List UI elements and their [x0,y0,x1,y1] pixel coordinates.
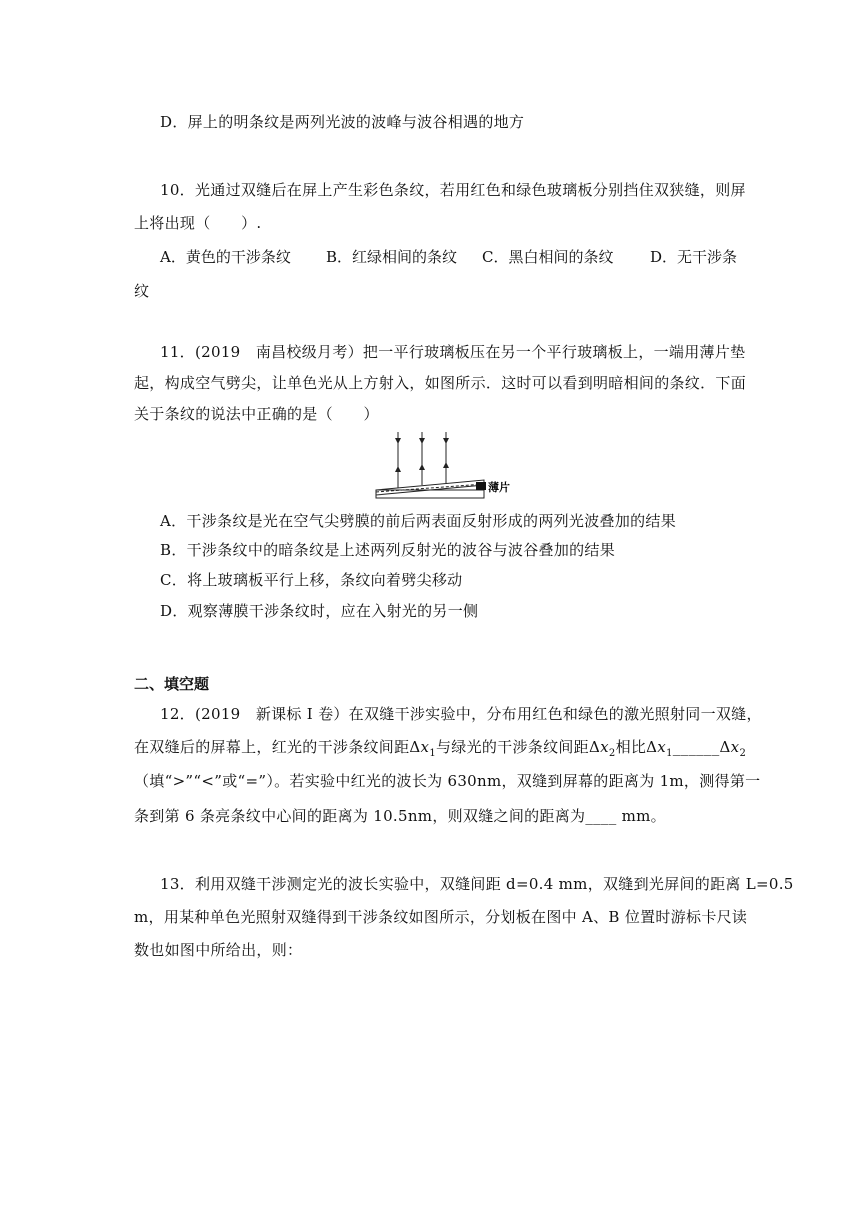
q9-option-d: D．屏上的明条纹是两列光波的波峰与波谷相遇的地方 [160,113,525,131]
ray-arrow-3b [443,462,449,468]
q11-option-a: A．干涉条纹是光在空气尖劈膜的前后两表面反射形成的两列光波叠加的结果 [160,512,677,530]
q11-option-b: B．干涉条纹中的暗条纹是上述两列反射光的波谷与波谷叠加的结果 [160,541,616,559]
ray-arrow-2 [419,438,425,444]
ray-arrow-1b [395,466,401,472]
q11-option-c: C．将上玻璃板平行上移，条纹向着劈尖移动 [160,571,463,589]
q13-line1: 13．利用双缝干涉测定光的波长实验中，双缝间距 d=0.4 mm，双缝到光屏间的距离 L=0.5 [160,875,794,893]
upper-glass-plate [376,480,484,495]
q11-stem-line3: 关于条纹的说法中正确的是（ ） [134,405,379,423]
ray-arrow-1 [395,438,401,444]
q12-line4: 条到第 6 条亮条纹中心间的距离为 10.5nm，则双缝之间的距离为____ mm。 [134,807,666,825]
thin-sheet [476,482,486,490]
q13-line3: 数也如图中所给出，则： [134,941,303,959]
q10-option-a: A．黄色的干涉条纹 [160,248,291,266]
q10-stem-line1: 10．光通过双缝后在屏上产生彩色条纹，若用红色和绿色玻璃板分别挡住双狭缝，则屏 [160,181,746,199]
q12-line3: （填“>”“<”或“=”）。若实验中红光的波长为 630nm，双缝到屏幕的距离为 1m，测得第一 [134,772,761,790]
ray-arrow-3 [443,438,449,444]
figure-label: 薄片 [488,481,510,494]
q12-line2: 在双缝后的屏幕上，红光的干涉条纹间距$\Delta x_1$与绿光的干涉条纹间距$\Delta x_2$相比$\Delta x_1\_\_\_\_\_\_\Delta x_2$ [134,738,747,759]
q10-option-b: B．红绿相间的条纹 [326,248,458,266]
q10-options [160,247,737,267]
q11-stem-line2: 起，构成空气劈尖，让单色光从上方射入，如图所示．这时可以看到明暗相间的条纹．下面 [134,374,747,392]
section-title: 二、填空题 [134,675,210,693]
q12-line1: 12．(2019 新课标 I 卷）在双缝干涉实验中，分布用红色和绿色的激光照射同一双缝， [160,705,762,723]
q10-option-d-cont: 纹 [134,282,150,300]
q11-option-d: D．观察薄膜干涉条纹时，应在入射光的另一侧 [160,602,479,620]
q11-stem-line1: 11．(2019 南昌校级月考）把一平行玻璃板压在另一个平行玻璃板上，一端用薄片垫 [160,343,746,361]
q10-stem-line2: 上将出现（ ）. [134,214,262,232]
air-wedge-figure [372,428,510,504]
q10-option-d: D．无干涉条 [650,248,738,266]
q10-option-c: C．黑白相间的条纹 [482,248,614,266]
q13-line2: m，用某种单色光照射双缝得到干涉条纹如图所示，分划板在图中 A、B 位置时游标卡尺读 [134,908,748,926]
ray-arrow-2b [419,464,425,470]
